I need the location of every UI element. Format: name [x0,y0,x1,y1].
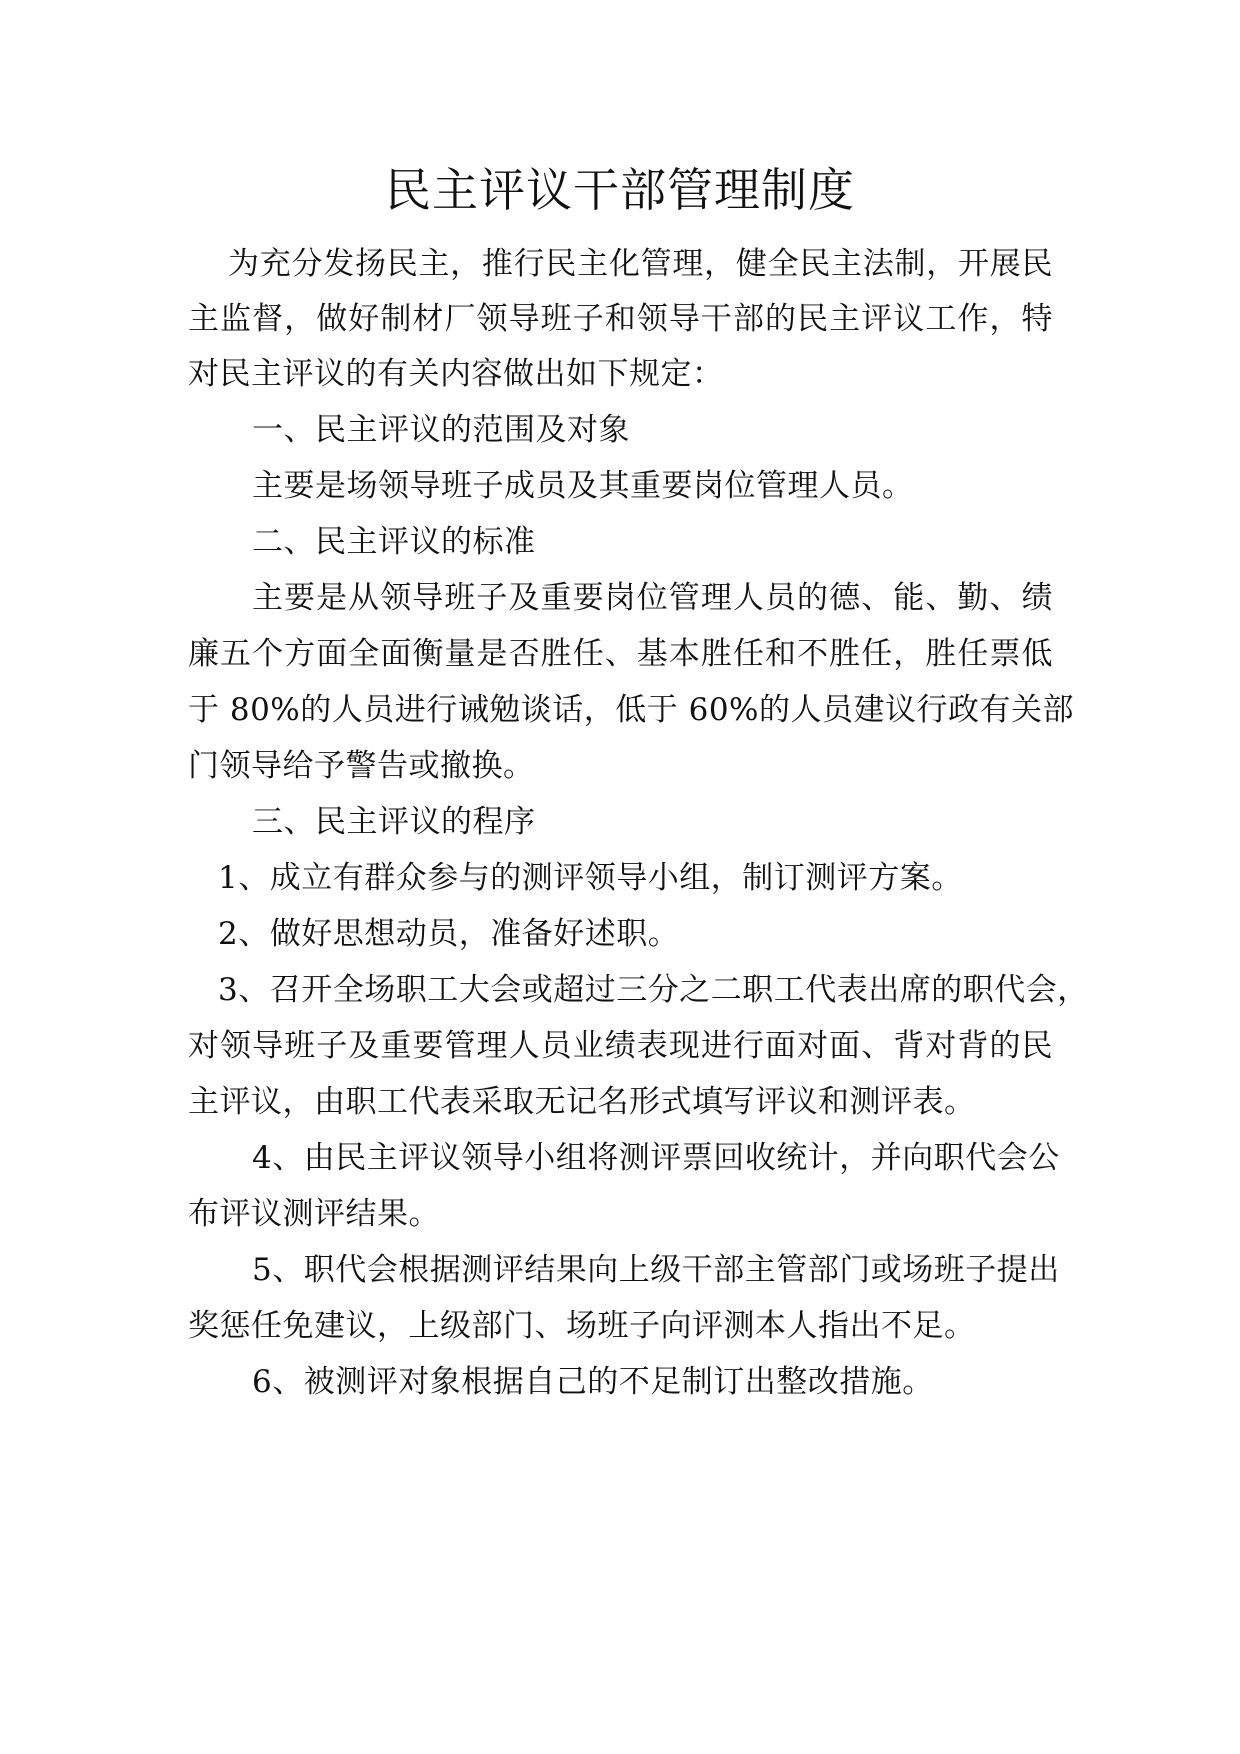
paragraph-line: 奖惩任免建议，上级部门、场班子向评测本人指出不足。 [188,1308,976,1344]
paragraph-line: 对领导班子及重要管理人员业绩表现进行面对面、背对背的民 [188,1028,1053,1064]
paragraph-line: 廉五个方面全面衡量是否胜任、基本胜任和不胜任，胜任票低 [188,636,1053,672]
section-heading: 三、民主评议的程序 [252,804,536,840]
paragraph-line: 于 80%的人员进行诫勉谈话，低于 60%的人员建议行政有关部 [188,692,1075,728]
list-item: 5、职代会根据测评结果向上级干部主管部门或场班子提出 [252,1252,1060,1288]
paragraph-line: 对民主评议的有关内容做出如下规定： [188,356,724,392]
paragraph-line: 主监督，做好制材厂领导班子和领导干部的民主评议工作，特 [188,301,1053,337]
paragraph-line: 主评议，由职工代表采取无记名形式填写评议和测评表。 [188,1084,976,1120]
list-item: 6、被测评对象根据自己的不足制订出整改措施。 [252,1364,934,1400]
paragraph-line: 门领导给予警告或撤换。 [188,748,535,784]
section-heading: 二、民主评议的标准 [252,524,536,560]
paragraph-line: 主要是场领导班子成员及其重要岗位管理人员。 [252,468,914,504]
paragraph-line: 布评议测评结果。 [188,1196,440,1232]
list-item: 4、由民主评议领导小组将测评票回收统计，并向职代会公 [252,1140,1060,1176]
document-title: 民主评议干部管理制度 [385,163,855,217]
section-heading: 一、民主评议的范围及对象 [252,412,630,448]
list-item: 2、做好思想动员，准备好述职。 [218,916,680,952]
list-item: 1、成立有群众参与的测评领导小组，制订测评方案。 [218,860,963,896]
paragraph-line: 主要是从领导班子及重要岗位管理人员的德、能、勤、绩 [252,580,1053,616]
list-item: 3、召开全场职工大会或超过三分之二职工代表出席的职代会， [218,972,1089,1008]
paragraph-line: 为充分发扬民主，推行民主化管理，健全民主法制，开展民 [228,246,1053,282]
